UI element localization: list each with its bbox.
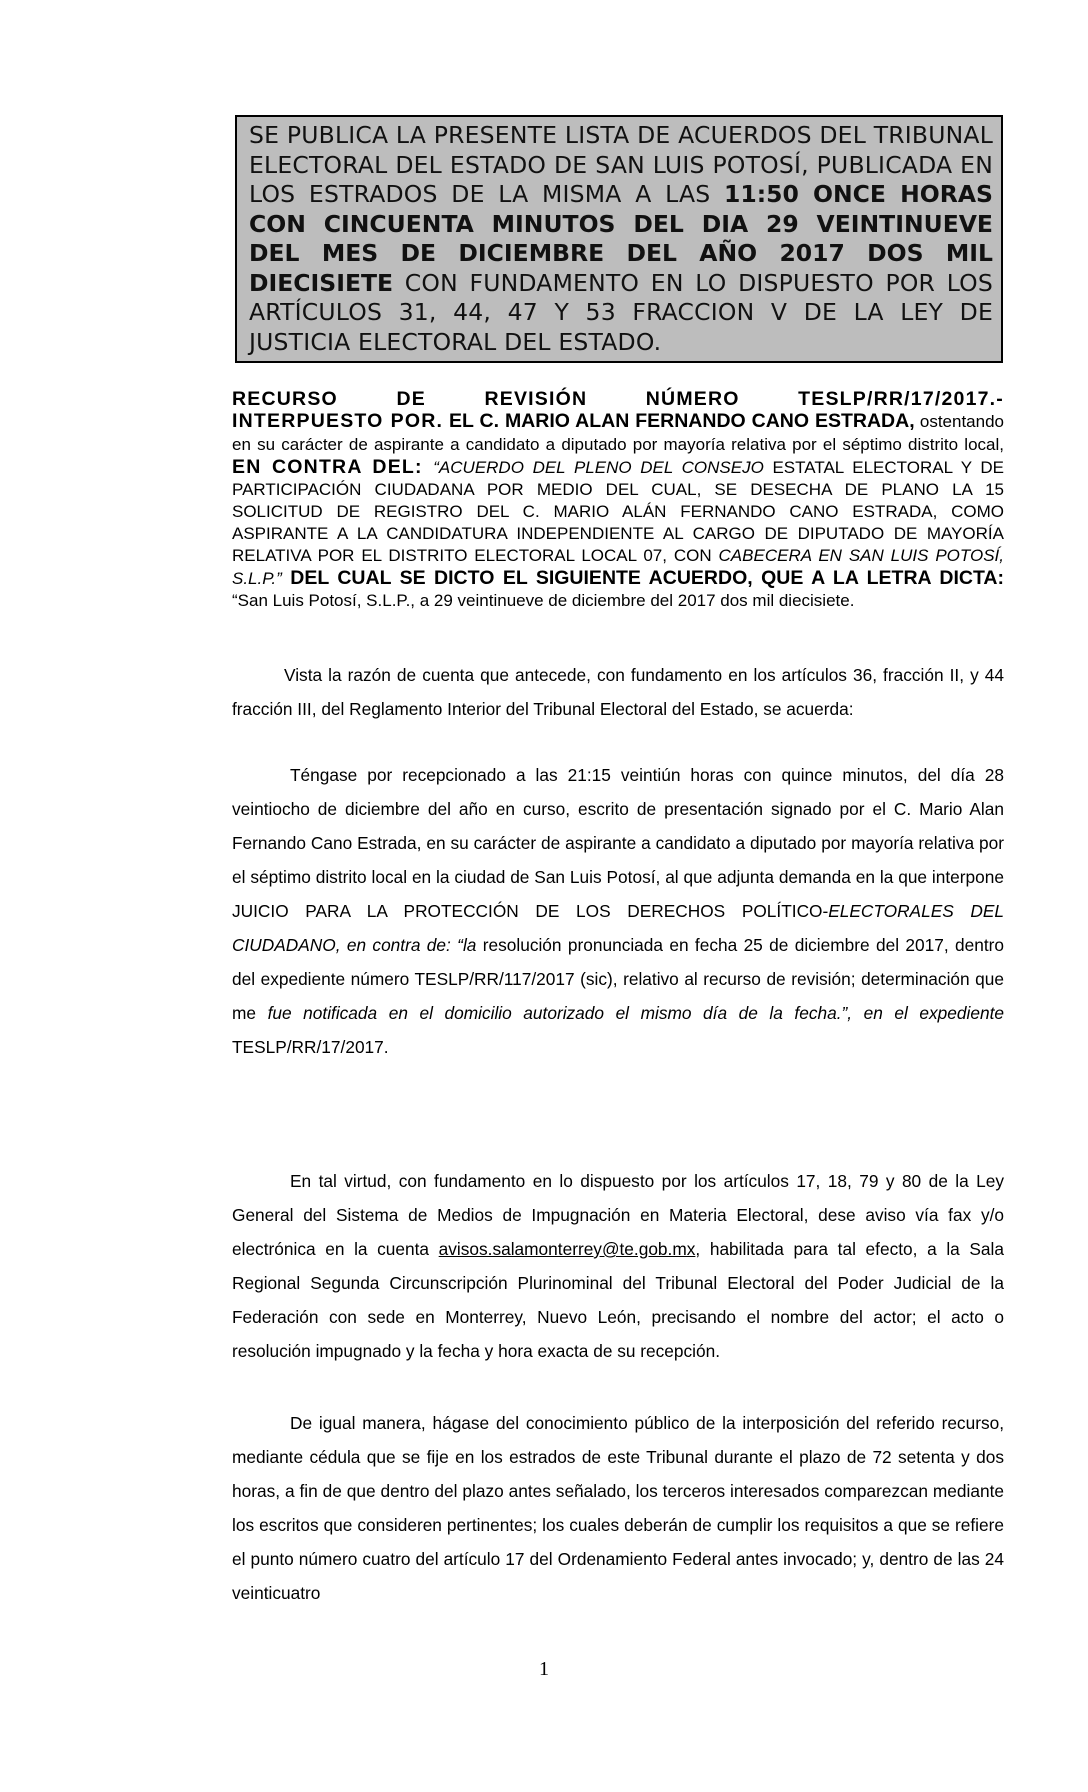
cabecera-italic: CABECERA EN SAN LUIS POTOSÍ, S.L.P.” [232,546,1004,588]
del-cual-text: DEL CUAL SE DICTO EL SIGUIENTE ACUERDO, QUE A LA LETRA DICTA: [281,567,1004,589]
p2-italic2: fue notificada en el domicilio autorizado el mismo día de la fecha.”, en el expediente [267,1003,1004,1023]
case-word: NÚMERO [645,388,740,410]
p3-text-a: En tal virtud, con fundamento en lo dispuesto por los artículos 17, 18, 79 y 80 de la Ley General del Sistema de Medios de Impugnación en Materia Electoral, dese aviso vía fax y/o electrónica en la cuenta [232,1171,1004,1259]
case-header [232,388,1004,612]
p2-text-c: TESLP/RR/17/2017. [232,1037,389,1057]
paragraph-vista: Vista la razón de cuenta que antecede, con fundamento en los artículos 36, fracción II, y 44 fracción III, del Reglamento Interior del Tribunal Electoral del Estado, se acuerda: [232,665,1004,719]
case-word: REVISIÓN [484,388,588,410]
en-contra-label: EN CONTRA DEL: [232,456,434,478]
paragraph-tengase [232,758,1004,1064]
paragraph-de-igual-manera: De igual manera, hágase del conocimiento público de la interposición del referido recurso, mediante cédula que se fije en los estrados de este Tribunal durante el plazo de 72 setenta y dos horas, a fin de que dentro del plazo antes señalado, los terceros interesados comparezcan mediante los escritos que consideren pertinentes; los cuales deberán de cumplir los requisitos a que se refiere el punto número cuatro del artículo 17 del Ordenamiento Federal antes invocado; y, dentro de las 24 veinticuatro [232,1413,1004,1603]
case-word: RECURSO [232,388,338,410]
p2-text-a: Téngase por recepcionado a las 21:15 veintiún horas con quince minutos, del día 28 veintiocho de diciembre del año en curso, escrito de presentación signado por el C. Mario Alan Fernando Cano Estrada, en su carácter de aspirante a candidato a diputado por mayoría relativa por el séptimo distrito local en la ciudad de San Luis Potosí, al que adjunta demanda en la que interpone JUICIO PARA LA PROTECCIÓN DE LOS DERECHOS POLÍTICO- [232,765,1004,921]
case-word: TESLP/RR/17/2017.- [798,388,1004,410]
p2-text-b: resolución pronunciada en fecha 25 de diciembre del 2017, dentro del expediente número TESLP/RR/117/2017 (sic), relativo al recurso de revisión; determinación que me [232,935,1004,1023]
p3-text-b: , habilitada para tal efecto, a la Sala Regional Segunda Circunscripción Plurinominal del Tribunal Electoral del Poder Judicial de la Federación con sede en Monterrey, Nuevo León, precisando el nombre del actor; el acto o resolución impugnado y la fecha y hora exacta de su recepción. [232,1239,1004,1361]
acuerdo-italic: “ACUERDO DEL PLENO DEL CONSEJO [433,458,764,477]
ostentando-text: ostentando en su carácter de aspirante a candidato a diputado por mayoría relativa por el séptimo distrito local, [232,412,1004,454]
page-number: 1 [539,1658,549,1680]
case-word: DE [396,388,426,410]
date-text: “San Luis Potosí, S.L.P., a 29 veintinueve de diciembre del 2017 dos mil diecisiete. [232,591,855,610]
p2-italic: ELECTORALES DEL CIUDADANO, en contra de: “la [232,901,1005,955]
publication-notice-box [235,115,1003,363]
acuerdo-text: ESTATAL ELECTORAL Y DE PARTICIPACIÓN CIUDADANA POR MEDIO DEL CUAL, SE DESECHA DE PLANO LA 15 SOLICITUD DE REGISTRO DEL C. MARIO ALÁN FERNANDO CANO ESTRADA, COMO ASPIRANTE A LA CANDIDATURA INDEPENDIENTE AL CARGO DE DIPUTADO DE MAYORÍA RELATIVA POR EL DISTRITO ELECTORAL LOCAL 07, CON [232,458,1004,565]
paragraph-en-tal-virtud [232,1164,1004,1368]
interpuesto-label: INTERPUESTO POR. [232,410,444,432]
notice-text-bold: 11:50 ONCE HORAS CON CINCUENTA MINUTOS DEL DIA 29 VEINTINUEVE DEL MES DE DICIEMBRE DEL AÑO 2017 DOS MIL DIECISIETE [249,180,993,297]
notice-text-part2: CON FUNDAMENTO EN LO DISPUESTO POR LOS ARTÍCULOS 31, 44, 47 Y 53 FRACCION V DE LA LEY DE JUSTICIA ELECTORAL DEL ESTADO. [249,268,993,356]
case-header-text [232,410,1004,612]
notice-text-part1: SE PUBLICA LA PRESENTE LISTA DE ACUERDOS DEL TRIBUNAL ELECTORAL DEL ESTADO DE SAN LUIS POTOSÍ, PUBLICADA EN LOS ESTRADOS DE LA MISMA A LAS [249,121,993,208]
case-number-line [232,388,1004,410]
actor-name: EL C. MARIO ALAN FERNANDO CANO ESTRADA, [443,410,915,432]
email-link[interactable]: avisos.salamonterrey@te.gob.mx [438,1239,696,1259]
